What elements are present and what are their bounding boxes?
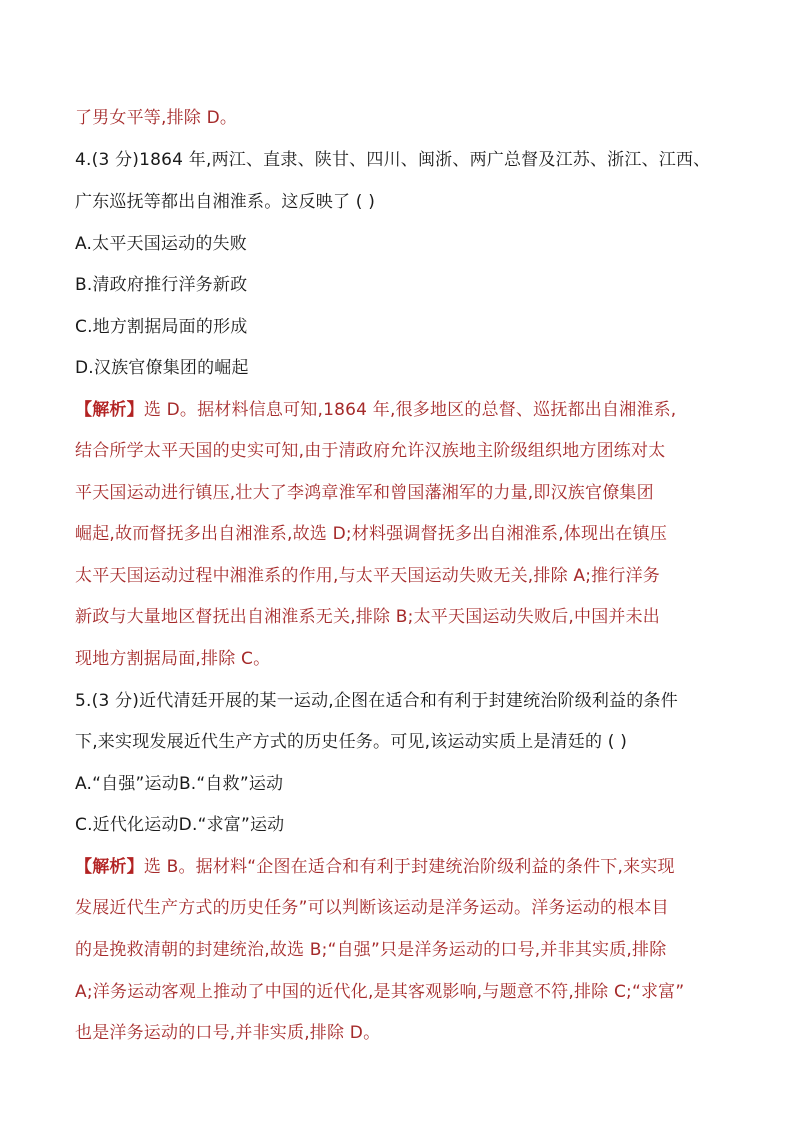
question-5-options-ab: A.“自强”运动B.“自救”运动	[75, 774, 284, 794]
question-5-analysis-line-3: 的是挽救清朝的封建统治,故选 B;“自强”只是洋务运动的口号,并非其实质,排除	[75, 940, 667, 960]
question-5-analysis-line-4: A;洋务运动客观上推动了中国的近代化,是其客观影响,与题意不符,排除 C;“求富”	[75, 982, 685, 1002]
analysis-text: 选 D。据材料信息可知,1864 年,很多地区的总督、巡抚都出自湘淮系,	[143, 400, 677, 420]
question-4-option-c: C.地方割据局面的形成	[75, 317, 248, 337]
question-4-analysis-line-6: 新政与大量地区督抚出自湘淮系无关,排除 B;太平天国运动失败后,中国并未出	[75, 607, 660, 627]
question-4-stem-line-1: 4.(3 分)1864 年,两江、直隶、陕甘、四川、闽浙、两广总督及江苏、浙江、江西、	[75, 150, 711, 170]
question-4-analysis-line-2: 结合所学太平天国的史实可知,由于清政府允许汉族地主阶级组织地方团练对太	[75, 441, 666, 461]
question-4-analysis-line-5: 太平天国运动过程中湘淮系的作用,与太平天国运动失败无关,排除 A;推行洋务	[75, 566, 660, 586]
analysis-text: 选 B。据材料“企图在适合和有利于封建统治阶级利益的条件下,来实现	[143, 857, 675, 877]
text-line-1: 了男女平等,排除 D。	[75, 108, 238, 128]
question-5-analysis-line-1	[75, 855, 725, 879]
question-5-options-cd: C.近代化运动D.“求富”运动	[75, 815, 285, 835]
question-5-stem-line-2: 下,来实现发展近代生产方式的历史任务。可见,该运动实质上是清廷的 ( )	[75, 732, 628, 752]
question-4-analysis-line-7: 现地方割据局面,排除 C。	[75, 649, 271, 669]
question-5-analysis-line-5: 也是洋务运动的口号,并非实质,排除 D。	[75, 1023, 381, 1043]
question-5-stem-line-1: 5.(3 分)近代清廷开展的某一运动,企图在适合和有利于封建统治阶级利益的条件	[75, 691, 678, 711]
question-4-analysis-line-3: 平天国运动进行镇压,壮大了李鸿章淮军和曾国藩湘军的力量,即汉族官僚集团	[75, 483, 654, 503]
question-4-option-b: B.清政府推行洋务新政	[75, 275, 248, 295]
analysis-tag: 【解析】	[75, 400, 144, 420]
question-4-analysis-line-4: 崛起,故而督抚多出自湘淮系,故选 D;材料强调督抚多出自湘淮系,体现出在镇压	[75, 524, 668, 544]
question-5-analysis-line-2: 发展近代生产方式的历史任务”可以判断该运动是洋务运动。洋务运动的根本目	[75, 898, 669, 918]
question-4-analysis-line-1	[75, 398, 725, 422]
question-4-option-d: D.汉族官僚集团的崛起	[75, 358, 249, 378]
question-4-stem-line-2: 广东巡抚等都出自湘淮系。这反映了 ( )	[75, 192, 376, 212]
analysis-tag: 【解析】	[75, 857, 144, 877]
question-4-option-a: A.太平天国运动的失败	[75, 234, 247, 254]
